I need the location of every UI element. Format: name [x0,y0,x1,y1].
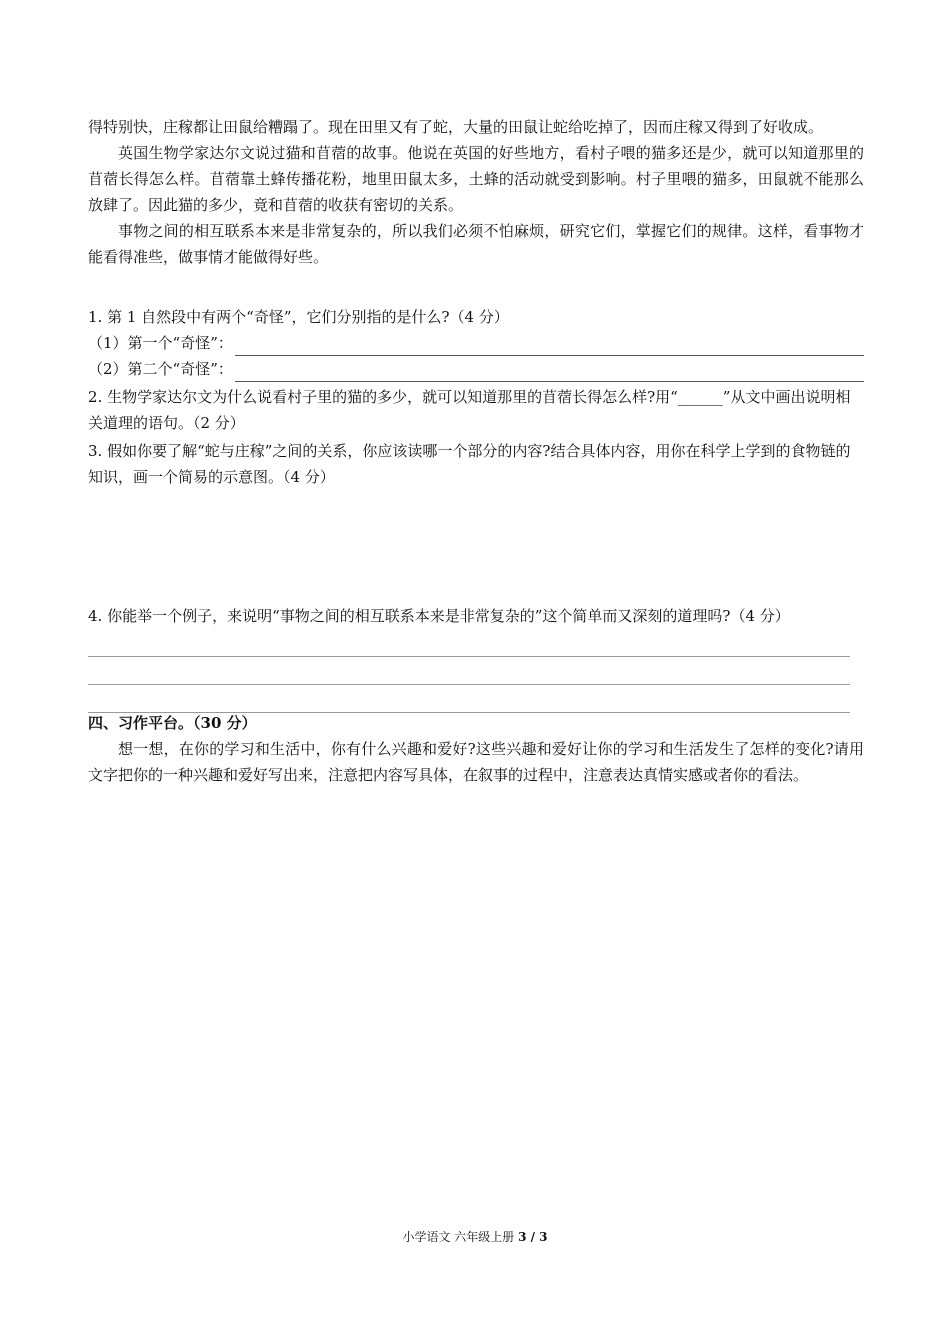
passage-paragraph-3: 事物之间的相互联系本来是非常复杂的，所以我们必须不怕麻烦，研究它们，掌握它们的规律。这样，看事物才能看得准些，做事情才能做得好些。 [88,222,864,266]
question-2 [88,384,864,436]
passage-paragraph-2: 英国生物学家达尔文说过猫和苜蓿的故事。他说在英国的好些地方，看村子喂的猫多还是少，就可以知道那里的苜蓿长得怎么样。苜蓿靠土蜂传播花粉，地里田鼠太多，土蜂的活动就受到影响。村子里喂的猫多，田鼠就不能那么放肆了。因此猫的多少，竟和苜蓿的收获有密切的关系。 [88,144,864,214]
question-1-text: 1. 第 1 自然段中有两个“奇怪”，它们分别指的是什么?（4 分） [88,308,509,326]
question-4-answer-line-2[interactable] [88,657,850,685]
question-2-text: 2. 生物学家达尔文为什么说看村子里的猫的多少，就可以知道那里的苜蓿长得怎么样?用“______”从文中画出说明相关道理的语句。（2 分） [88,388,851,432]
question-3 [88,438,864,490]
passage [88,114,864,270]
question-1a-answer-line[interactable] [235,337,864,356]
passage-paragraph-1: 得特别快，庄稼都让田鼠给糟蹋了。现在田里又有了蛇，大量的田鼠让蛇给吃掉了，因而庄稼又得到了好收成。 [88,118,824,136]
question-4 [88,603,864,713]
question-1b-answer-line[interactable] [235,363,864,382]
footer-text: 小学语文 六年级上册 [402,1230,519,1244]
question-1-answer-a [88,330,864,356]
section-4-prompt: 想一想，在你的学习和生活中，你有什么兴趣和爱好?这些兴趣和爱好让你的学习和生活发生了怎样的变化?请用文字把你的一种兴趣和爱好写出来，注意把内容写具体，在叙事的过程中，注意表达真情实感或者你的看法。 [88,740,864,784]
question-1b-label: （2）第二个“奇怪”： [88,360,233,378]
question-4-text: 4. 你能举一个例子，来说明“事物之间的相互联系本来是非常复杂的”这个简单而又深刻的道理吗?（4 分） [88,607,790,625]
question-4-answer-line-1[interactable] [88,629,850,657]
question-4-answer-line-3[interactable] [88,685,850,713]
page-number: 3 / 3 [518,1230,548,1244]
question-1a-label: （1）第一个“奇怪”： [88,334,233,352]
question-1 [88,304,864,382]
page-footer [0,1228,950,1246]
question-1-answer-b [88,356,864,382]
section-4-title: 四、习作平台。（30 分） [88,714,257,732]
question-3-text: 3. 假如你要了解“蛇与庄稼”之间的关系，你应该读哪一个部分的内容?结合具体内容，用你在科学上学到的食物链的知识，画一个简易的示意图。（4 分） [88,442,851,486]
section-4 [88,710,864,788]
